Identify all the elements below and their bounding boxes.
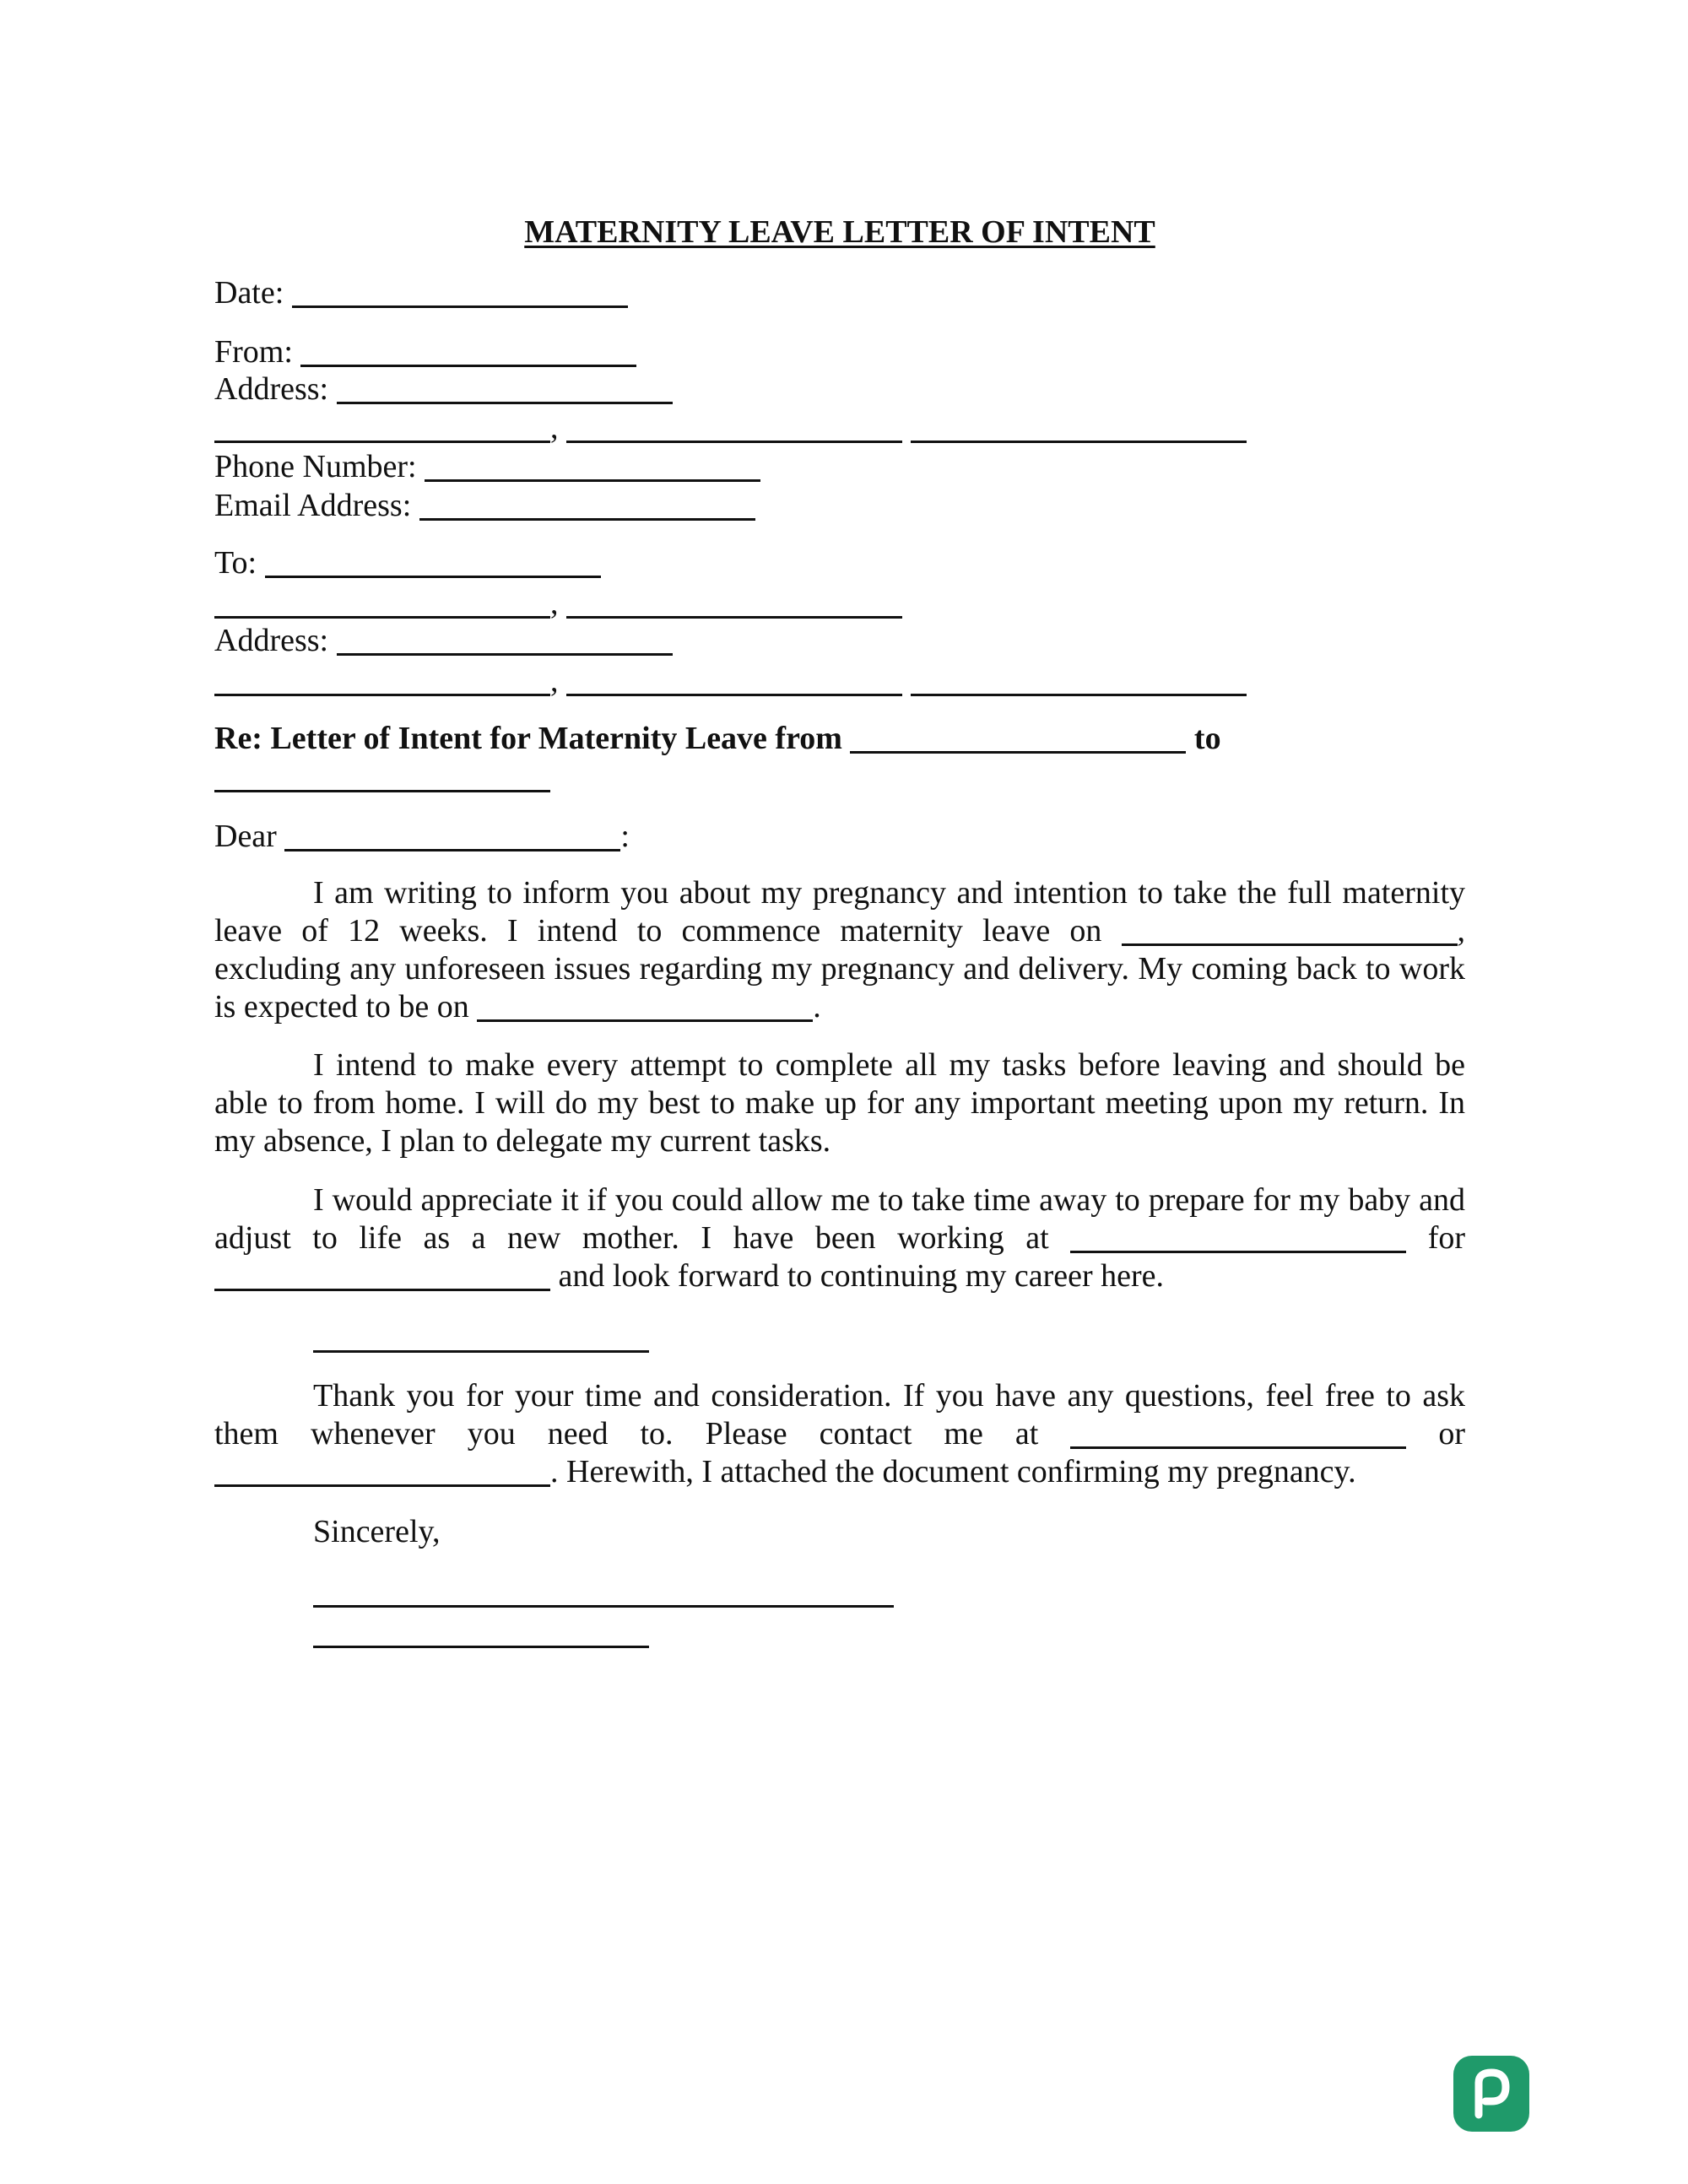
leave-to-line: [214, 758, 550, 797]
dear-blank[interactable]: [284, 820, 620, 851]
re-line: [214, 719, 1221, 758]
contact-phone-blank[interactable]: [1070, 1418, 1406, 1449]
closing-line: [313, 1512, 441, 1551]
p3-text-c: and look forward to continuing my career here.: [558, 1258, 1165, 1294]
from-line: [214, 332, 636, 371]
p1-text-a: I am writing to inform you about my pregnancy and intention to take the full maternity leave of 12 weeks. I intend to commence maternity leave on: [214, 875, 1465, 949]
duration-blank[interactable]: [214, 1260, 550, 1291]
p4-text-c: . Herewith, I attached the document confirming my pregnancy.: [550, 1454, 1356, 1489]
to-label: To:: [214, 545, 257, 581]
from-blank[interactable]: [300, 336, 636, 367]
date-label: Date:: [214, 275, 284, 311]
phone-label: Phone Number:: [214, 449, 417, 484]
closing-text: Sincerely,: [313, 1514, 441, 1549]
to-line: [214, 543, 601, 582]
to-title-blank[interactable]: [566, 587, 902, 619]
p3-text-a: I would appreciate it if you could allow me to take time away to prepare for my baby and adjust to life as a new mother. I have been working at: [214, 1182, 1465, 1256]
to-blank[interactable]: [265, 547, 601, 578]
extra-line: [313, 1318, 649, 1357]
letter-page: [214, 0, 1465, 2184]
printed-name-blank[interactable]: [313, 1617, 649, 1648]
date-line: [214, 273, 628, 312]
to-address-line: [214, 621, 673, 660]
to-name-blank[interactable]: [214, 587, 550, 619]
document-title: MATERNITY LEAVE LETTER OF INTENT: [524, 214, 1155, 250]
to-address-blank[interactable]: [337, 624, 673, 656]
from-city-blank[interactable]: [214, 412, 550, 443]
p3-text-b: for: [1427, 1220, 1466, 1256]
leave-from-blank[interactable]: [850, 722, 1186, 754]
company-blank[interactable]: [1070, 1222, 1406, 1253]
to-state-blank[interactable]: [566, 665, 902, 696]
dear-label: Dear: [214, 819, 277, 854]
from-address-line: [214, 370, 673, 408]
p1-text-b: , excluding any unforeseen issues regarding my pregnancy and delivery. My coming back to work is expected to be on: [214, 913, 1465, 1024]
to-city-blank[interactable]: [214, 665, 550, 696]
paragraph-3: [214, 1181, 1465, 1295]
from-address-blank[interactable]: [337, 373, 673, 404]
comma: ,: [550, 663, 559, 699]
signature-line: [313, 1573, 894, 1612]
leave-to-blank[interactable]: [214, 761, 550, 792]
paragraph-1: [214, 874, 1465, 1026]
phone-blank[interactable]: [425, 451, 760, 482]
contact-email-blank[interactable]: [214, 1456, 550, 1487]
to-city-line: [214, 662, 1247, 700]
dear-line: [214, 817, 630, 856]
re-to: to: [1193, 721, 1221, 756]
email-line: [214, 486, 755, 525]
from-label: From:: [214, 334, 293, 370]
p1-text-c: .: [813, 989, 821, 1024]
extra-blank[interactable]: [313, 1322, 649, 1353]
p-logo-icon: [1453, 2056, 1529, 2132]
from-zip-blank[interactable]: [911, 412, 1247, 443]
paragraph-4: [214, 1377, 1465, 1491]
commence-date-blank[interactable]: [1122, 915, 1458, 946]
printed-name-line: [313, 1614, 649, 1652]
colon: :: [620, 819, 630, 854]
re-prefix: Re: Letter of Intent for Maternity Leave from: [214, 721, 842, 756]
date-blank[interactable]: [292, 277, 628, 308]
p2-text: I intend to make every attempt to complete all my tasks before leaving and should be able to from home. I will do my best to make up for any important meeting upon my return. In my absence, I plan to delegate my current tasks.: [214, 1047, 1465, 1159]
comma: ,: [550, 410, 559, 446]
paragraph-2: [214, 1046, 1465, 1160]
signature-blank[interactable]: [313, 1576, 894, 1608]
phone-line: [214, 447, 760, 486]
p4-text-a: Thank you for your time and consideration. If you have any questions, feel free to ask them whenever you need to. Please contact me at: [214, 1378, 1465, 1451]
from-state-blank[interactable]: [566, 412, 902, 443]
email-label: Email Address:: [214, 488, 412, 523]
comma: ,: [550, 586, 559, 621]
from-city-line: [214, 408, 1247, 447]
email-blank[interactable]: [419, 489, 755, 521]
return-date-blank[interactable]: [477, 991, 813, 1022]
p4-text-b: or: [1438, 1416, 1466, 1451]
to-address-label: Address:: [214, 623, 329, 658]
to-zip-blank[interactable]: [911, 665, 1247, 696]
to-name-line: [214, 584, 902, 623]
from-address-label: Address:: [214, 371, 329, 407]
